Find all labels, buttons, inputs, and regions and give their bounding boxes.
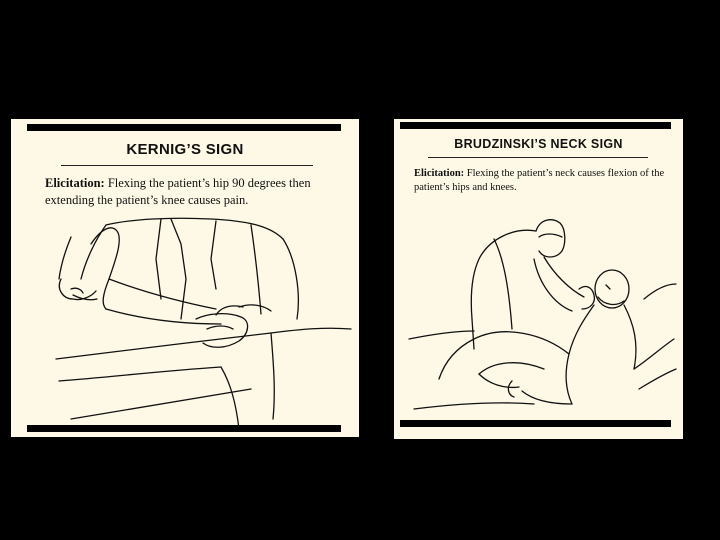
- kernig-panel: [11, 119, 359, 437]
- brudzinski-illustration: [394, 119, 683, 439]
- kernig-illustration: [11, 119, 359, 437]
- kernig-elicitation-text: Flexing the patient’s hip 90 degrees then extending the patient’s knee causes pain.: [45, 176, 311, 207]
- brudzinski-elicitation-text: Flexing the patient’s neck causes flexion of the patient’s hips and knees.: [414, 168, 665, 193]
- brudzinski-bottom-bar: [400, 420, 671, 427]
- kernig-title: KERNIG’S SIGN: [126, 141, 244, 158]
- brudzinski-panel: [394, 119, 683, 439]
- brudzinski-title: BRUDZINSKI’S NECK SIGN: [454, 137, 623, 151]
- brudzinski-elicitation-label: Elicitation:: [414, 168, 465, 179]
- kernig-bottom-bar: [27, 425, 341, 432]
- kernig-elicitation-label: Elicitation:: [45, 176, 105, 190]
